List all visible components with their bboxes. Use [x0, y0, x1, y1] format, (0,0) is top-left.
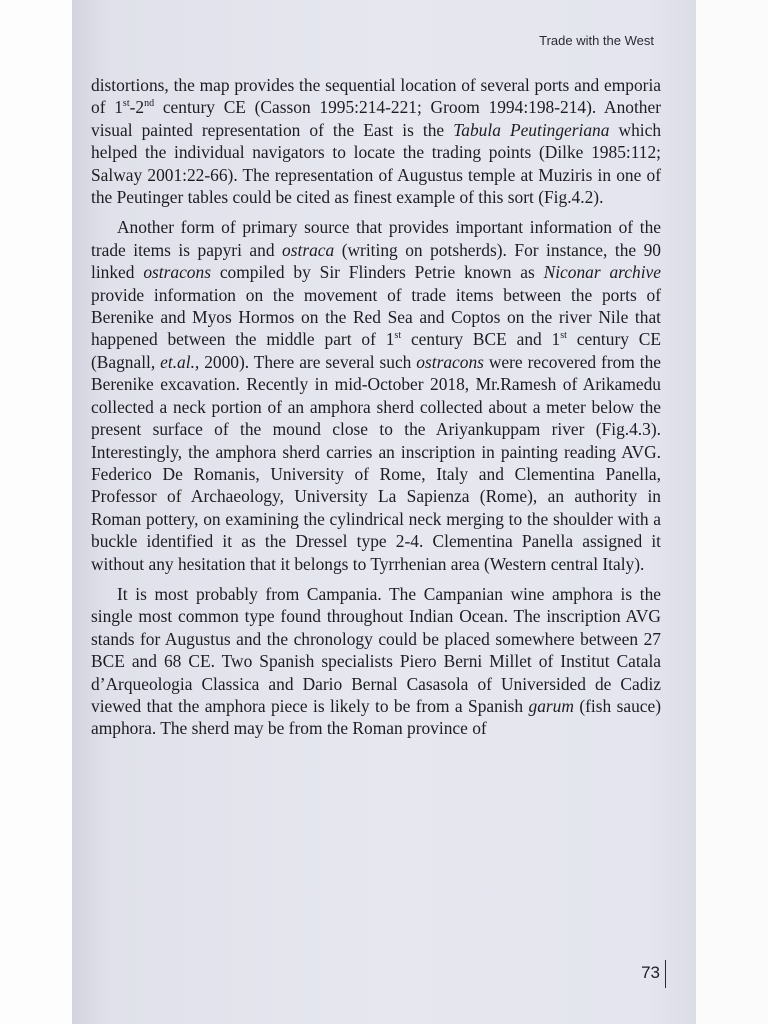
text-run: It is most probably from Campania. The Campanian wine amphora is the single most common type found throughout Indian Ocean. The inscription AVG stands for Augustus and the chronology could be placed somewhere between 27 BCE and 68 CE. Two Spanish specialists Piero Berni Millet of Institut Catala d’Arqueologia Classica and Dario Bernal Casasola of Universided de Cadiz viewed that the amphora piece is likely to be from a Spanish	[91, 583, 661, 716]
text-run: Another form of primary source that provides important information of the trade items is papyri and	[91, 217, 661, 260]
book-page	[72, 0, 696, 1024]
text-run: -2	[129, 97, 145, 118]
italic-text: ostracons	[143, 262, 211, 283]
text-run: were recovered from the Berenike excavation. Recently in mid-October 2018, Mr.Ramesh of Arikamedu collected a neck portion of an amphora sherd collected about a meter below the present surface of the mound close to the Ariyankuppam river (Fig.4.3). Interestingly, the amphora sherd carries an inscription in painting reading AVG. Federico De Romanis, University of Rome, Italy and Clementina Panella, Professor of Archaeology, University La Sapienza (Rome), an authority in Roman pottery, on examining the cylindrical neck merging to the shoulder with a buckle identified it as the Dressel type 2-4. Clementina Panella assigned it without any hesitation that it belongs to Tyrrhenian area (Western central Italy).	[91, 351, 661, 574]
italic-text: et.al.,	[160, 351, 200, 372]
italic-text: ostraca	[282, 239, 335, 260]
text-run: compiled by Sir Flinders Petrie known as	[210, 262, 544, 283]
paragraph	[91, 74, 661, 208]
left-scan-margin	[0, 0, 72, 1024]
text-run: distortions, the map provides the sequential location of several ports and emporia of 1	[91, 75, 661, 118]
body-text	[91, 74, 661, 740]
text-run: provide information on the movement of trade items between the ports of Berenike and Myos Hormos on the Red Sea and Coptos on the river Nile that happened between the middle part of 1	[91, 284, 661, 350]
superscript: st	[560, 330, 567, 342]
text-run: (writing on potsherds). For instance, the 90 linked	[91, 239, 661, 283]
superscript: st	[394, 330, 402, 342]
text-run: century BCE and 1	[401, 329, 561, 350]
running-head: Trade with the West	[539, 33, 654, 48]
text-run: century CE (Bagnall,	[91, 329, 661, 372]
text-run: (fish sauce) amphora. The sherd may be from the Roman province of	[91, 695, 662, 739]
superscript: st	[122, 98, 130, 110]
paragraph	[91, 583, 661, 740]
superscript: nd	[144, 98, 155, 110]
right-scan-margin	[696, 0, 768, 1024]
italic-text: Niconar archive	[543, 262, 661, 283]
italic-text: ostracons	[416, 351, 484, 372]
text-run: 2000). There are several such	[199, 351, 417, 372]
text-run: century CE (Casson 1995:214-221; Groom 1994:198-214). Another visual painted representation of the East is the	[91, 97, 662, 140]
italic-text: garum	[528, 695, 574, 716]
text-run: which helped the individual navigators to locate the trading points (Dilke 1985:112; Salway 2001:22-66). The representation of Augustus temple at Muziris in one of the Peutinger tables could be cited as finest example of this sort (Fig.4.2).	[91, 119, 662, 208]
page-number: 73	[641, 963, 660, 982]
paragraph	[91, 216, 661, 575]
page-number-rule	[665, 960, 666, 988]
italic-text: Tabula Peutingeriana	[453, 119, 610, 140]
